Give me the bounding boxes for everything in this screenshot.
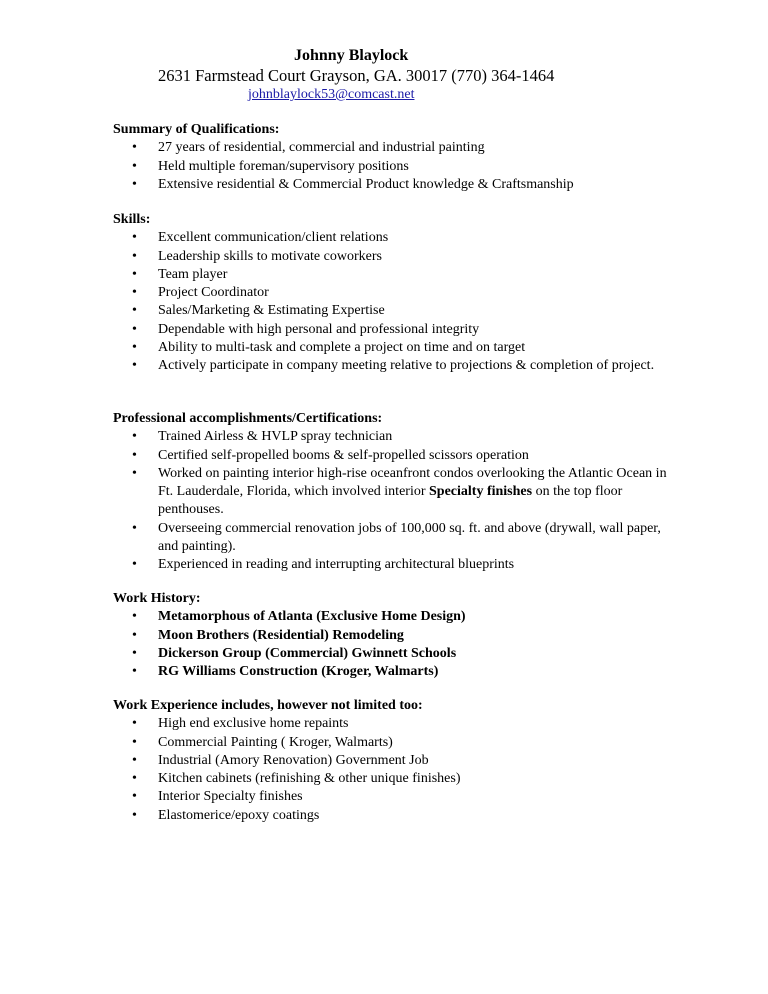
bullet-icon: •: [132, 340, 137, 356]
bullet-icon: •: [132, 520, 137, 536]
list-item: • Project Coordinator: [113, 284, 668, 302]
bullet-icon: •: [132, 752, 137, 768]
list-item: • Moon Brothers (Residential) Remodeling: [113, 627, 668, 645]
skills-list: [113, 229, 673, 375]
list-item: [113, 465, 668, 520]
bullet-icon: •: [132, 465, 137, 481]
work-experience-list: [113, 715, 673, 825]
list-item: • Ability to multi-task and complete a project on time and on target: [113, 339, 668, 357]
bullet-icon: •: [132, 285, 137, 301]
bullet-icon: •: [132, 789, 137, 805]
bullet-icon: •: [132, 645, 137, 661]
contact-address-phone: 2631 Farmstead Court Grayson, GA. 30017 (770) 364-1464: [158, 66, 555, 85]
emphasis-text: Specialty finishes: [429, 484, 533, 500]
list-item: • Interior Specialty finishes: [113, 788, 668, 806]
list-item: • Dickerson Group (Commercial) Gwinnett Schools: [113, 645, 668, 663]
list-item: • RG Williams Construction (Kroger, Walmarts): [113, 663, 668, 681]
certifications-heading: Professional accomplishments/Certifications:: [113, 411, 383, 426]
item-text: on the top floor penthouses.: [158, 484, 623, 518]
list-item: • Experienced in reading and interrupting architectural blueprints: [113, 556, 668, 574]
list-item: • Leadership skills to motivate coworkers: [113, 248, 668, 266]
list-item: • Overseeing commercial renovation jobs of 100,000 sq. ft. and above (drywall, wall paper, and painting).: [132, 520, 661, 555]
bullet-icon: •: [132, 664, 137, 680]
work-history-list: [113, 608, 673, 681]
list-item: • Actively participate in company meeting relative to projections & completion of project.: [113, 357, 668, 375]
candidate-name: Johnny Blaylock: [294, 47, 409, 64]
list-item: • Industrial (Amory Renovation) Government Job: [113, 752, 668, 770]
bullet-icon: •: [132, 429, 137, 445]
work-experience-section: [113, 697, 673, 825]
bullet-icon: •: [132, 716, 137, 732]
bullet-icon: •: [132, 248, 137, 264]
list-item: • Excellent communication/client relations: [113, 229, 668, 247]
work-history-section: [113, 590, 673, 681]
bullet-icon: •: [132, 771, 137, 787]
bullet-icon: •: [132, 358, 137, 374]
list-item: • Commercial Painting ( Kroger, Walmarts): [113, 734, 668, 752]
bullet-icon: •: [132, 266, 137, 282]
list-item: • Kitchen cabinets (refinishing & other unique finishes): [113, 770, 668, 788]
list-item: • Elastomerice/epoxy coatings: [113, 807, 668, 825]
summary-section: [113, 121, 673, 194]
list-item: • Metamorphous of Atlanta (Exclusive Home Design): [113, 608, 668, 626]
list-item: • Certified self-propelled booms & self-propelled scissors operation: [113, 447, 668, 465]
list-item: • High end exclusive home repaints: [113, 715, 668, 733]
bullet-icon: •: [132, 734, 137, 750]
summary-list: [113, 139, 673, 194]
bullet-icon: •: [132, 158, 137, 174]
bullet-icon: •: [132, 140, 137, 156]
skills-heading: Skills:: [113, 212, 151, 227]
list-item: • Sales/Marketing & Estimating Expertise: [113, 302, 668, 320]
certifications-section: [113, 410, 673, 575]
bullet-icon: •: [132, 627, 137, 643]
bullet-icon: •: [132, 321, 137, 337]
list-item: • Dependable with high personal and professional integrity: [113, 321, 668, 339]
bullet-icon: •: [132, 230, 137, 246]
item-text: Worked on painting interior high-rise oceanfront condos overlooking the Atlantic Ocean in Ft. Lauderdale, Florida, which involved interior: [158, 465, 667, 500]
email-link[interactable]: johnblaylock53@comcast.net: [248, 87, 415, 102]
skills-section: [113, 211, 673, 376]
bullet-icon: •: [132, 609, 137, 625]
bullet-icon: •: [132, 557, 137, 573]
list-item: • Team player: [113, 266, 668, 284]
work-history-heading: Work History:: [113, 591, 201, 606]
list-item: • 27 years of residential, commercial and industrial painting: [113, 139, 668, 157]
list-item: • Trained Airless & HVLP spray technician: [113, 428, 668, 446]
work-experience-heading: Work Experience includes, however not limited too:: [113, 698, 423, 713]
bullet-icon: •: [132, 303, 137, 319]
list-item: • Held multiple foreman/supervisory positions: [113, 158, 668, 176]
bullet-icon: •: [132, 447, 137, 463]
bullet-icon: •: [132, 176, 137, 192]
summary-heading: Summary of Qualifications:: [113, 122, 280, 137]
list-item: • Extensive residential & Commercial Product knowledge & Craftsmanship: [113, 176, 668, 194]
certifications-list: [113, 428, 673, 574]
bullet-icon: •: [132, 807, 137, 823]
